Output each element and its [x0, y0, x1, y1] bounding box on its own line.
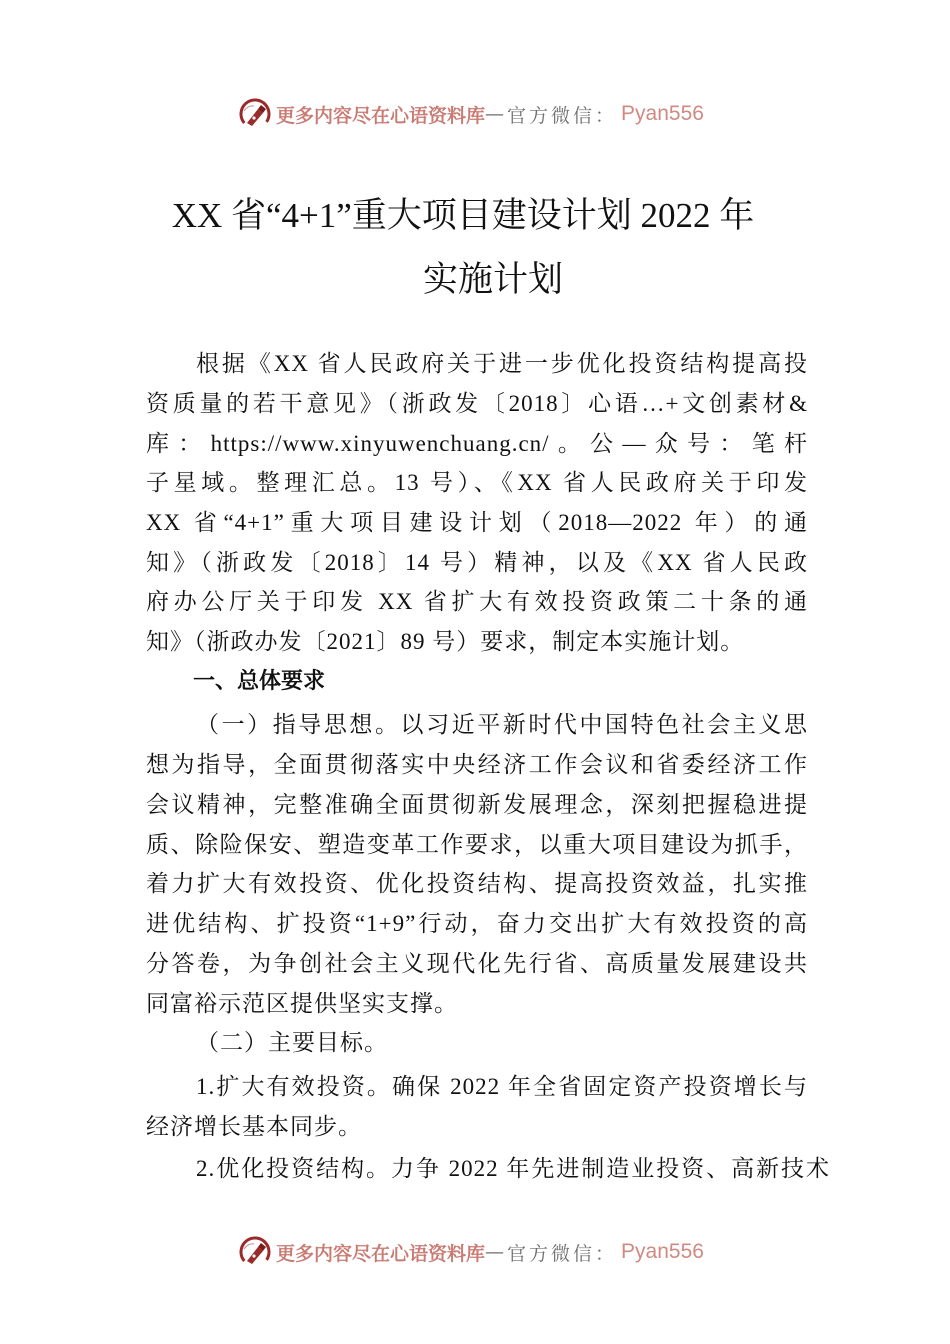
watermark-wechat-id: Pyan556 — [621, 102, 704, 125]
body-line: 进优结构、扩投资“1+9”行动，奋力交出扩大有效投资的高 — [146, 911, 808, 936]
body-line: （一）指导思想。以习近平新时代中国特色社会主义思 — [196, 712, 808, 737]
footer-watermark — [238, 1232, 704, 1272]
body-line: 2.优化投资结构。力争 2022 年先进制造业投资、高新技术 — [196, 1156, 830, 1181]
body-line: 分答卷，为争创社会主义现代化先行省、高质量发展建设共 — [146, 951, 808, 976]
body-line: 根据《XX 省人民政府关于进一步优化投资结构提高投 — [196, 351, 808, 376]
watermark-separator: — — [485, 1241, 508, 1263]
watermark-wechat-label: 官方微信： — [507, 1242, 618, 1265]
body-line: 着力扩大有效投资、优化投资结构、提高投资效益，扎实推 — [146, 871, 808, 896]
section-heading: 一、总体要求 — [193, 669, 326, 694]
body-line: 子星域。整理汇总。13 号）、《XX 省人民政府关于印发 — [146, 470, 808, 495]
body-line: 知》（浙政发〔2018〕14 号）精神，以及《XX 省人民政 — [146, 550, 808, 575]
watermark-separator: — — [485, 103, 508, 125]
body-line: 会议精神，完整准确全面贯彻新发展理念，深刻把握稳进提 — [146, 792, 808, 817]
pen-nib-logo-icon — [238, 97, 272, 131]
subsection-heading: （二）主要目标。 — [196, 1030, 388, 1055]
body-line: 资质量的若干意见》（浙政发〔2018〕心语…+文创素材& — [146, 391, 808, 416]
watermark-brand-text: 更多内容尽在心语资料库 — [276, 1242, 486, 1265]
header-watermark — [238, 94, 704, 134]
document-title-line-1: XX 省“4+1”重大项目建设计划 2022 年 — [171, 196, 755, 235]
watermark-wechat-label: 官方微信： — [507, 104, 618, 127]
pen-nib-logo-icon — [238, 1235, 272, 1269]
document-title-line-2: 实施计划 — [422, 260, 563, 299]
body-line: 1.扩大有效投资。确保 2022 年全省固定资产投资增长与 — [196, 1074, 808, 1099]
body-line: 想为指导，全面贯彻落实中央经济工作会议和省委经济工作 — [146, 752, 808, 777]
body-line: 质、除险保安、塑造变革工作要求，以重大项目建设为抓手， — [146, 832, 808, 857]
body-line: 经济增长基本同步。 — [146, 1114, 362, 1139]
body-line: 知》（浙政办发〔2021〕89 号）要求，制定本实施计划。 — [146, 629, 745, 654]
body-line: XX 省“4+1”重大项目建设计划（2018—2022 年）的通 — [146, 510, 808, 535]
watermark-wechat-id: Pyan556 — [621, 1240, 704, 1263]
watermark-brand-text: 更多内容尽在心语资料库 — [276, 104, 486, 127]
body-line: 库：https://www.xinyuwenchuang.cn/。公—众号：笔杆 — [146, 431, 808, 456]
body-line: 府办公厅关于印发 XX 省扩大有效投资政策二十条的通 — [146, 589, 808, 614]
body-line: 同富裕示范区提供坚实支撑。 — [146, 991, 458, 1016]
